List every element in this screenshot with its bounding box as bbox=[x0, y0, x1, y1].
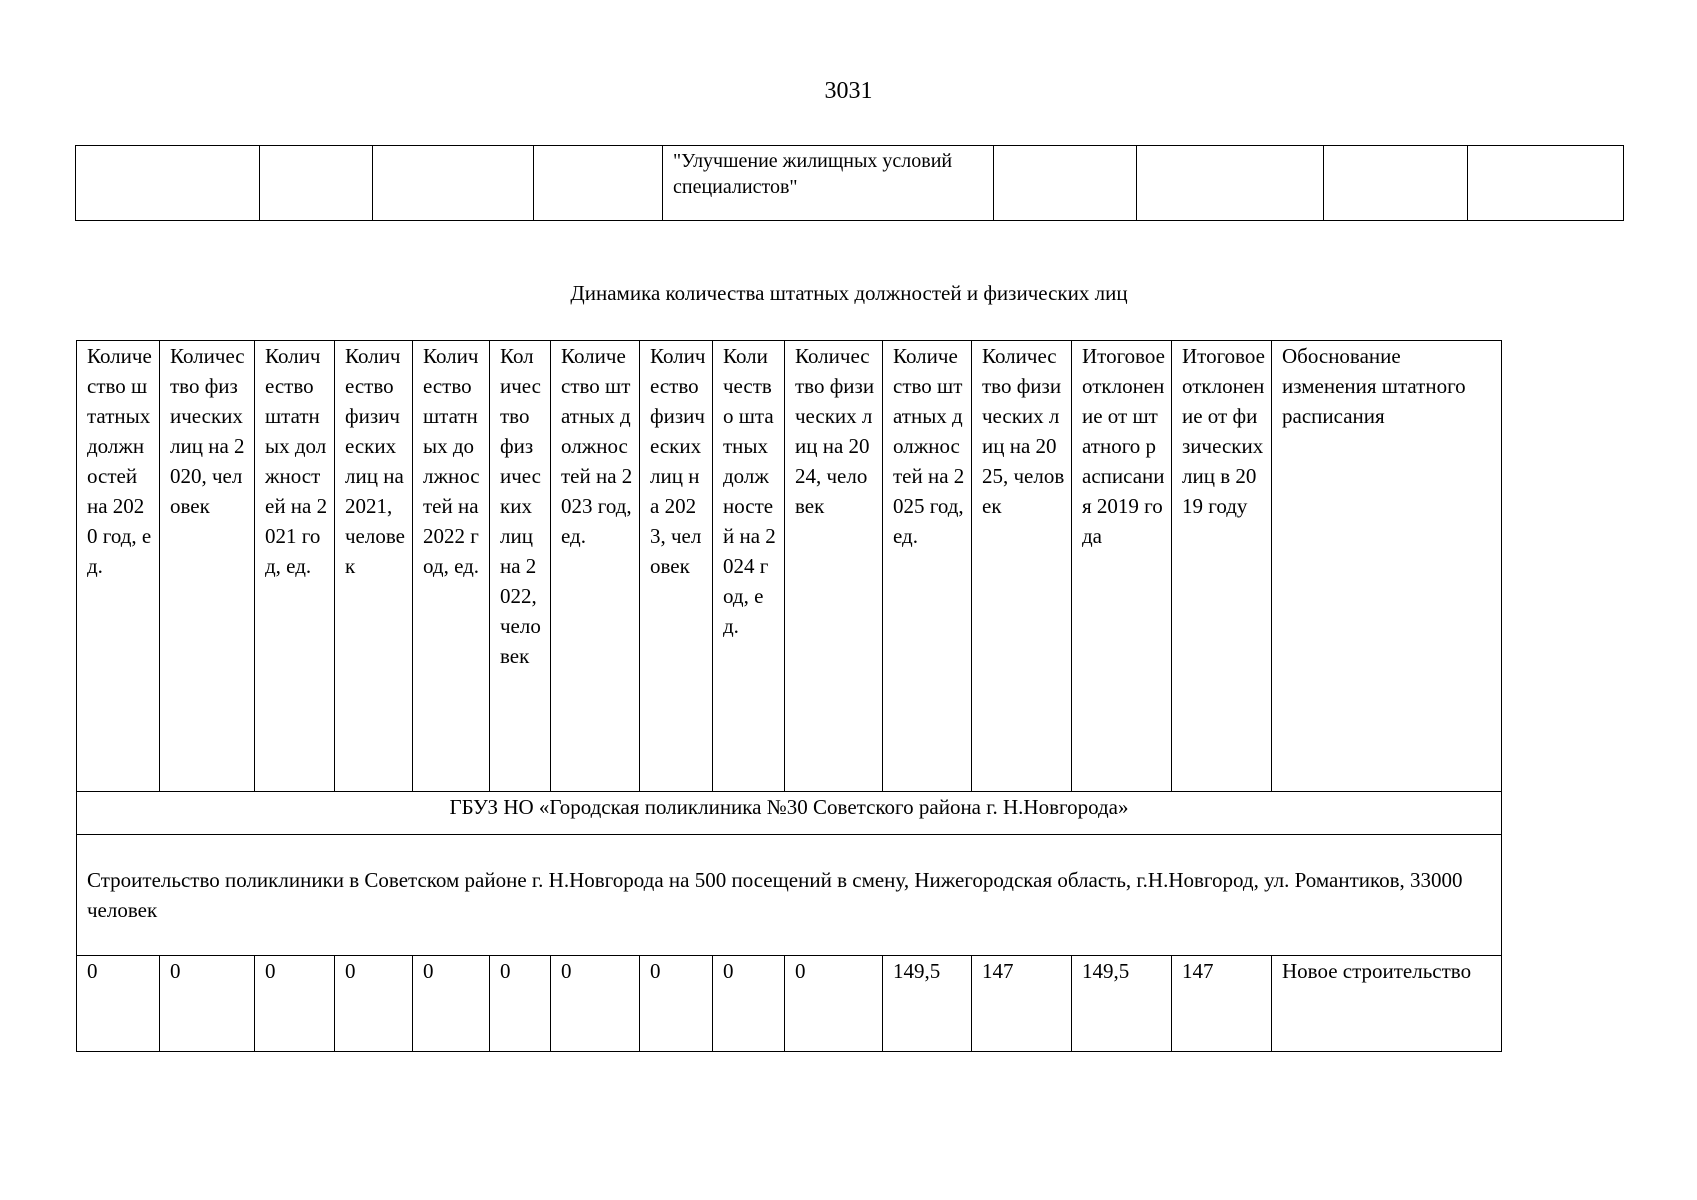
column-header: Итоговое отклонение от штатного расписания 2019 года bbox=[1072, 341, 1172, 792]
table-cell bbox=[1137, 146, 1324, 221]
justification-cell: Новое строительство bbox=[1272, 956, 1502, 1052]
organization-row bbox=[77, 792, 1502, 835]
staffing-dynamics-table bbox=[76, 340, 1502, 1052]
organization-name: ГБУЗ НО «Городская поликлиника №30 Советского района г. Н.Новгорода» bbox=[77, 792, 1502, 835]
table-cell bbox=[994, 146, 1137, 221]
column-header: Обоснование изменения штатного расписания bbox=[1272, 341, 1502, 792]
page-number: 3031 bbox=[824, 78, 873, 104]
column-header: Количество физических лиц на 2021, человек bbox=[335, 341, 413, 792]
column-header: Количество штатных должностей на 2025 год, ед. bbox=[883, 341, 972, 792]
column-header: Итоговое отклонение от физических лиц в 2019 году bbox=[1172, 341, 1272, 792]
column-header: Количество штатных должностей на 2021 год, ед. bbox=[255, 341, 335, 792]
object-row bbox=[77, 835, 1502, 956]
table-cell: 147 bbox=[1172, 956, 1272, 1052]
table-title: Динамика количества штатных должностей и физических лиц bbox=[570, 281, 1128, 305]
header-row bbox=[77, 341, 1502, 792]
table-cell: 0 bbox=[713, 956, 785, 1052]
table-cell: 147 bbox=[972, 956, 1072, 1052]
table-cell: 0 bbox=[413, 956, 490, 1052]
table-cell: 0 bbox=[551, 956, 640, 1052]
table-cell bbox=[260, 146, 373, 221]
column-header: Количество штатных должностей на 2024 год, ед. bbox=[713, 341, 785, 792]
table-row bbox=[76, 146, 1624, 221]
column-header: Количество физических лиц на 2022, человек bbox=[490, 341, 551, 792]
table-cell bbox=[373, 146, 534, 221]
table-cell: 0 bbox=[255, 956, 335, 1052]
column-header: Количество штатных должностей на 2020 год, ед. bbox=[77, 341, 160, 792]
column-header: Количество физических лиц на 2024, человек bbox=[785, 341, 883, 792]
column-header: Количество физических лиц на 2025, человек bbox=[972, 341, 1072, 792]
program-name-cell: "Улучшение жилищных условий специалистов" bbox=[663, 146, 994, 221]
table-cell: 149,5 bbox=[883, 956, 972, 1052]
table-cell: 0 bbox=[77, 956, 160, 1052]
column-header: Количество физических лиц на 2020, человек bbox=[160, 341, 255, 792]
object-description: Строительство поликлиники в Советском районе г. Н.Новгорода на 500 посещений в смену, Нижегородская область, г.Н.Новгород, ул. Романтиков, 33000 человек bbox=[77, 835, 1502, 956]
table-cell bbox=[534, 146, 663, 221]
table-row bbox=[77, 956, 1502, 1052]
column-header: Количество штатных должностей на 2022 год, ед. bbox=[413, 341, 490, 792]
column-header: Количество штатных должностей на 2023 год, ед. bbox=[551, 341, 640, 792]
table-cell bbox=[1468, 146, 1624, 221]
table-cell: 149,5 bbox=[1072, 956, 1172, 1052]
table-cell: 0 bbox=[490, 956, 551, 1052]
table-cell: 0 bbox=[160, 956, 255, 1052]
table-cell: 0 bbox=[640, 956, 713, 1052]
table-cell: 0 bbox=[785, 956, 883, 1052]
column-header: Количество физических лиц на 2023, человек bbox=[640, 341, 713, 792]
continuation-table bbox=[75, 145, 1624, 221]
table-cell: 0 bbox=[335, 956, 413, 1052]
table-cell bbox=[1324, 146, 1468, 221]
table-cell bbox=[76, 146, 260, 221]
